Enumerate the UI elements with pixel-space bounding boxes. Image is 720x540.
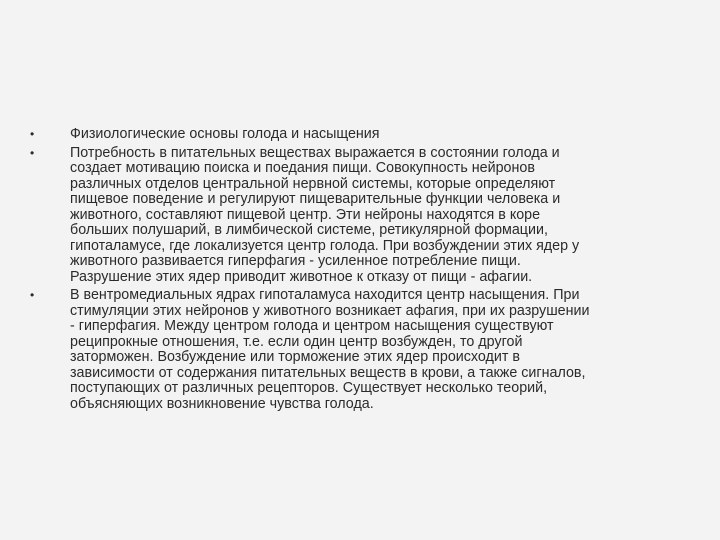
bullet-item-title: [30, 127, 670, 143]
bullet-item-satiety-center: [30, 288, 670, 412]
bullet-item-hunger-center: [30, 146, 670, 286]
bullet-point-icon: •: [30, 288, 35, 302]
bullet-point-icon: •: [30, 127, 35, 141]
bullet-list: [30, 127, 670, 415]
bullet-text-satiety-center: В вентромедиальных ядрах гипоталамуса находится центр насыщения. При стимуляции этих нейронов у животного возникает афагия, при их разрушении - гиперфагия. Между центром голода и центром насыщения существуют реципрокные отношения, т.е. если один центр возбужден, то другой заторможен. Возбуждение или торможение этих ядер происходит в зависимости от содержания питательных веществ в крови, а также сигналов, поступающих от различных рецепторов. Существует несколько теорий, объясняющих возникновение чувства голода.: [70, 287, 590, 412]
bullet-text-hunger-center: Потребность в питательных веществах выражается в состоянии голода и создает мотивацию поиска и поедания пищи. Совокупность нейронов различных отделов центральной нервной системы, которые определяют пищевое поведение и регулируют пищеварительные функции человека и животного, составляют пищевой центр. Эти нейроны находятся в коре больших полушарий, в лимбической системе, ретикулярной формации, гипоталамусе, где локализуется центр голода. При возбуждении этих ядер у животного развивается гиперфагия - усиленное потребление пищи. Разрушение этих ядер приводит животное к отказу от пищи - афагии.: [70, 144, 580, 285]
bullet-point-icon: •: [30, 145, 35, 160]
bullet-text-title: Физиологические основы голода и насыщения: [70, 126, 380, 142]
